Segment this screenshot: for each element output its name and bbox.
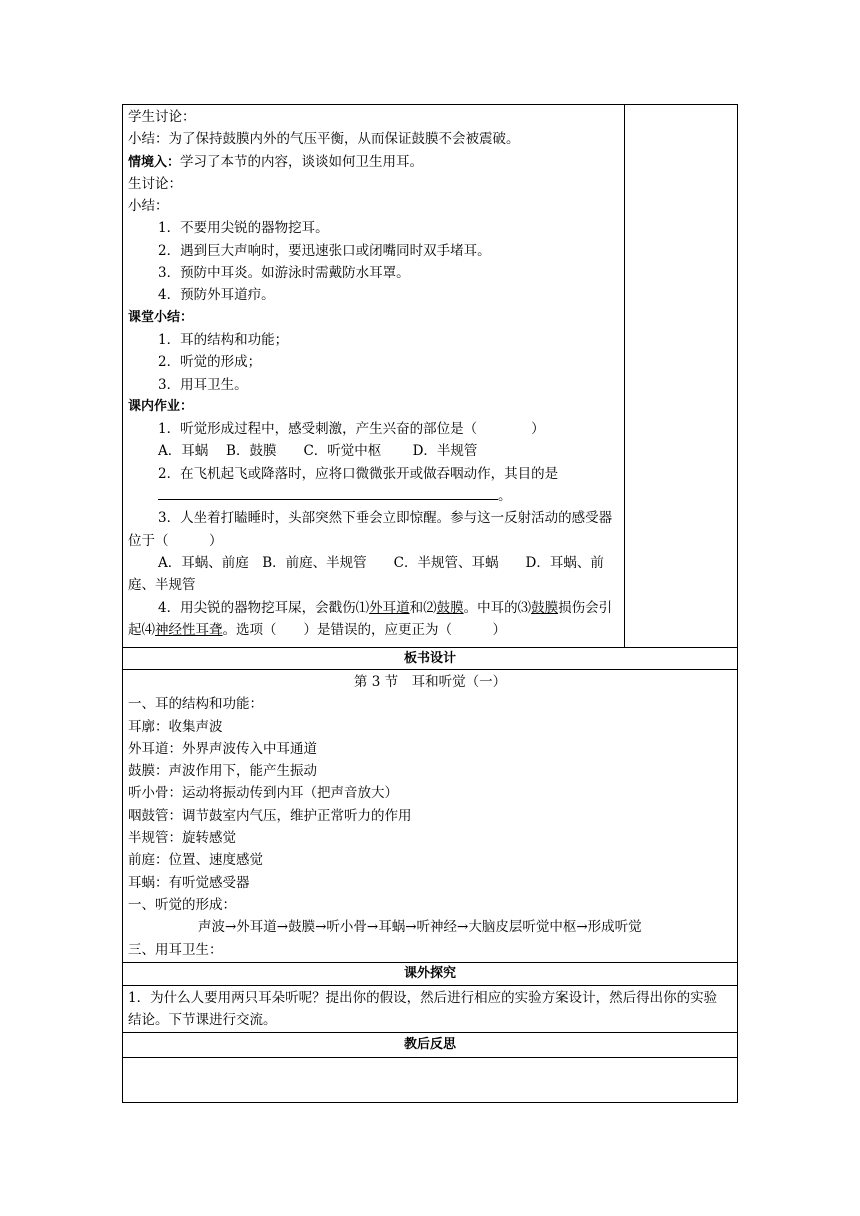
question-2-blank-line <box>128 485 619 507</box>
lesson-plan-table <box>122 104 738 1103</box>
class-summary-item: 1．耳的结构和功能； <box>158 331 289 348</box>
question-1: 1．听觉形成过程中，感受刺激，产生兴奋的部位是（ ） <box>158 421 545 438</box>
question-3: 3．人坐着打瞌睡时，头部突然下垂会立即惊醒。参与这一反射活动的感受器位于（ ） <box>128 510 613 549</box>
underlined-term: 鼓膜 <box>531 599 559 616</box>
lesson-plan-sheet <box>122 104 737 1103</box>
explore-text: 1．为什么人要用两只耳朵听呢？提出你的假设，然后进行相应的实验方案设计，然后得出你的实验结论。下节课进行交流。 <box>128 989 718 1029</box>
underlined-term: 鼓膜 <box>436 599 464 616</box>
hygiene-tip: 3．预防中耳炎。如游泳时需戴防水耳罩。 <box>158 265 410 282</box>
summary-2-label: 小结： <box>128 198 169 215</box>
board-item: 前庭：位置、速度感觉 <box>128 852 263 869</box>
question-2: 2．在飞机起飞或降落时，应将口微微张开或做吞咽动作，其目的是 <box>158 465 559 482</box>
scenario-label: 情境入： <box>128 154 181 170</box>
hearing-pathway: 声波→外耳道→鼓膜→听小骨→耳蜗→听神经→大脑皮层听觉中枢→形成听觉 <box>198 919 642 936</box>
process-row <box>123 105 738 648</box>
underlined-term: 神经性耳聋 <box>155 621 223 638</box>
reflection-header: 教后反思 <box>123 1033 738 1058</box>
board-section-3: 三、用耳卫生： <box>128 941 223 958</box>
student-discuss: 生讨论： <box>128 175 182 192</box>
board-item: 半规管：旋转感觉 <box>128 830 236 847</box>
homework-label: 课内作业： <box>128 398 194 414</box>
notes-cell <box>625 105 738 648</box>
process-cell <box>123 105 625 648</box>
question-4-text: 和⑵ <box>409 599 437 616</box>
board-title: 第 3 节 耳和听觉（一） <box>353 674 507 690</box>
question-2-end: 。 <box>498 488 512 505</box>
class-summary-label: 课堂小结： <box>128 309 194 325</box>
class-summary-item: 3．用耳卫生。 <box>158 376 248 393</box>
hygiene-tip: 4．预防外耳道疖。 <box>158 287 275 304</box>
class-summary-item: 2．听觉的形成； <box>158 354 262 371</box>
discussion-label: 学生讨论： <box>128 109 196 125</box>
hygiene-tip: 1．不要用尖锐的器物挖耳。 <box>158 220 329 237</box>
question-4-text: 损伤会引起⑷ <box>128 599 613 638</box>
scenario-text: 学习了本节的内容，谈谈如何卫生用耳。 <box>180 153 424 170</box>
board-header: 板书设计 <box>123 648 738 670</box>
question-3-options: A．耳蜗、前庭 B．前庭、半规管 C．半规管、耳蜗 D．耳蜗、前庭、半规管 <box>128 554 604 594</box>
question-4 <box>128 597 619 642</box>
answer-blank <box>158 485 498 500</box>
question-4-text: 。选项（ ）是错误的，应更正为（ ） <box>222 621 506 638</box>
hygiene-tip: 2．遇到巨大声响时，要迅速张口或闭嘴同时双手堵耳。 <box>158 242 491 259</box>
board-section-1: 一、耳的结构和功能： <box>128 696 263 713</box>
board-item: 咽鼓管：调节鼓室内气压，维护正常听力的作用 <box>128 807 412 824</box>
question-1-options: A．耳蜗 B．鼓膜 C．听觉中枢 D．半规管 <box>158 443 478 460</box>
question-4-text: 。中耳的⑶ <box>463 599 532 616</box>
board-section-2: 一、听觉的形成： <box>128 896 236 913</box>
board-item: 听小骨：运动将振动传到内耳（把声音放大） <box>128 785 398 802</box>
board-item: 外耳道：外界声波传入中耳通道 <box>128 740 317 757</box>
board-item: 耳廓：收集声波 <box>128 718 223 735</box>
explore-header: 课外探究 <box>123 962 738 985</box>
board-item: 鼓膜：声波作用下，能产生振动 <box>128 763 317 780</box>
board-item: 耳蜗：有听觉感受器 <box>128 874 250 891</box>
explore-cell <box>123 985 738 1033</box>
summary-1: 小结：为了保持鼓膜内外的气压平衡，从而保证鼓膜不会被震破。 <box>128 131 520 148</box>
reflection-cell <box>123 1058 738 1103</box>
scenario-line <box>128 151 619 173</box>
underlined-term: 外耳道 <box>369 599 410 616</box>
board-cell <box>123 670 738 963</box>
question-4-text: 4．用尖锐的器物挖耳屎，会戳伤⑴ <box>158 599 370 616</box>
